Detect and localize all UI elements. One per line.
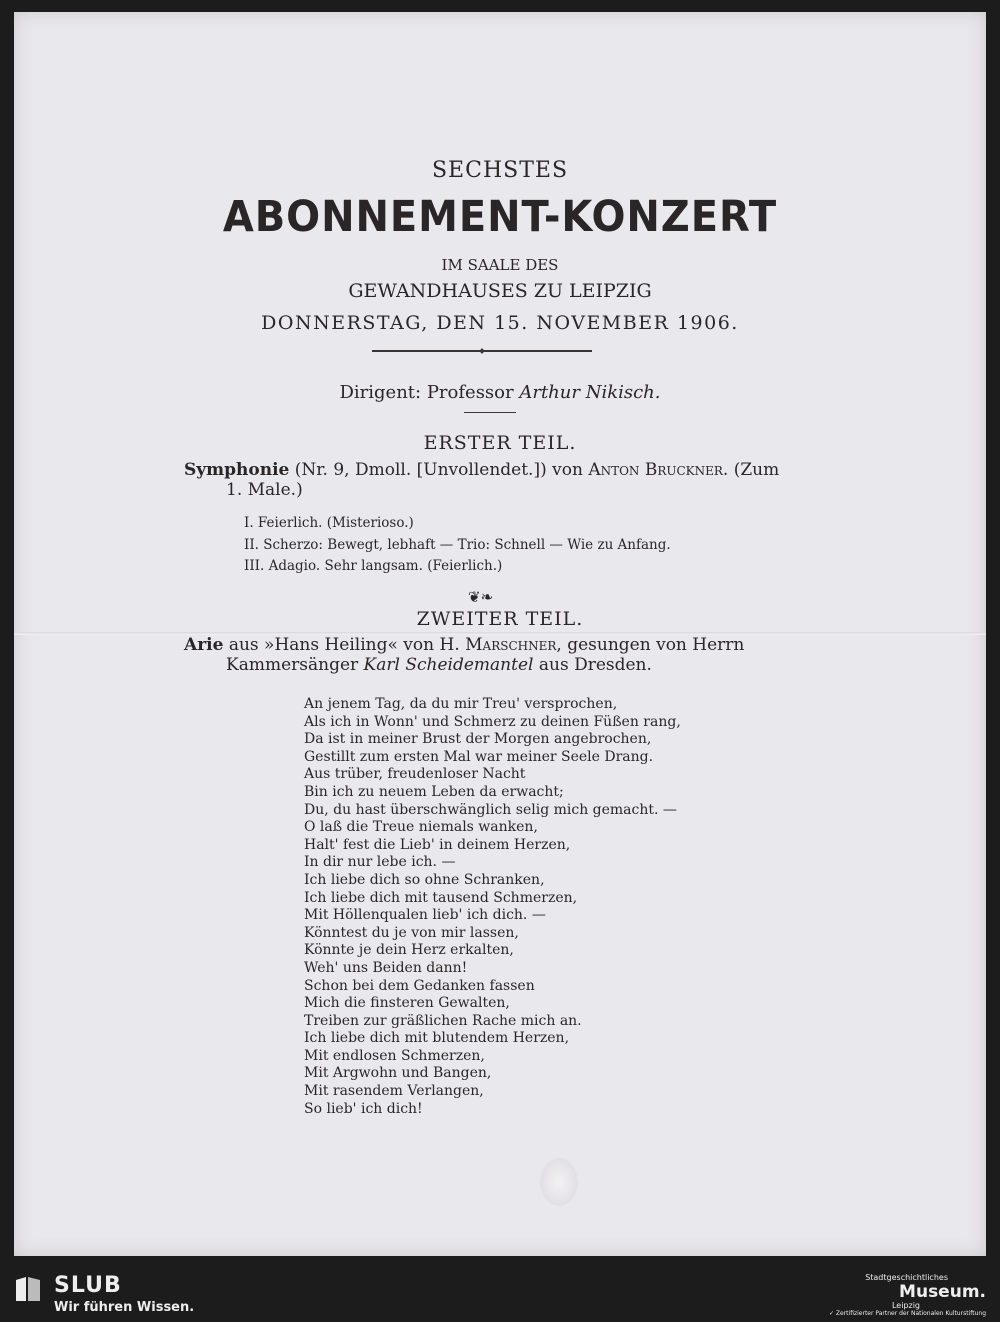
fleuron-ornament: ❦❧ [468, 588, 494, 606]
lyric-line: Könnte je dein Herz erkalten, [304, 942, 514, 959]
lyric-line: Weh' uns Beiden dann! [304, 959, 468, 976]
lyric-line: Könntest du je von mir lassen, [304, 924, 519, 941]
aria-title: Arie [184, 635, 224, 655]
conductor-prefix: Dirigent: Professor [339, 382, 514, 403]
lyric-line: Halt' fest die Lieb' in deinem Herzen, [304, 836, 571, 853]
lyric-line: Mit Höllenqualen lieb' ich dich. — [304, 907, 546, 924]
conductor-line [14, 382, 986, 403]
book-icon [14, 1274, 42, 1304]
venue-line-2: GEWANDHAUSES ZU LEIPZIG [348, 280, 652, 302]
lyric-line: Als ich in Wonn' und Schmerz zu deinen Füßen rang, [304, 713, 681, 730]
footer-bar [0, 1270, 1000, 1322]
lyric-line: Aus trüber, freudenloser Nacht [304, 766, 526, 783]
slub-logo-text[interactable]: SLUB [54, 1273, 122, 1298]
movement-2: II. Scherzo: Bewegt, lebhaft — Trio: Schnell — Wie zu Anfang. [244, 537, 671, 553]
aria-details-end: , gesungen von Herrn [556, 635, 745, 655]
embossed-seal [542, 1160, 576, 1204]
aria-composer: Marschner [465, 635, 557, 655]
symphony-composer: Anton Bruckner [588, 460, 723, 480]
conductor-name: Arthur Nikisch. [519, 382, 661, 403]
aria-entry [184, 635, 804, 675]
concert-date: DONNERSTAG, DEN 15. NOVEMBER 1906. [261, 312, 739, 334]
aria-singer-prefix: Kammersänger [226, 655, 364, 675]
aria-lyrics [304, 696, 681, 1118]
aria-singer-suffix: aus Dresden. [533, 655, 652, 675]
lyric-line: Du, du hast überschwänglich selig mich gemacht. — [304, 801, 677, 818]
lyric-line: Ich liebe dich mit tausend Schmerzen, [304, 889, 578, 906]
document-page [14, 12, 986, 1256]
aria-singer: Karl Scheidemantel [363, 655, 534, 675]
symphony-details: (Nr. 9, Dmoll. [Unvollendet.]) von [289, 460, 589, 480]
symphony-note: 1. Male.) [226, 480, 303, 500]
concert-title: ABONNEMENT-KONZERT [222, 192, 778, 242]
concert-number: SECHSTES [431, 158, 569, 183]
symphony-details-end: . (Zum [722, 460, 780, 480]
lyric-line: Treiben zur gräßlichen Rache mich an. [304, 1012, 582, 1029]
lyric-line: Ich liebe dich so ohne Schranken, [304, 871, 545, 888]
short-rule [464, 412, 516, 413]
lyric-line: An jenem Tag, da du mir Treu' versprochen, [304, 696, 618, 712]
symphony-title: Symphonie [184, 460, 290, 480]
lyric-line: Bin ich zu neuem Leben da erwacht; [304, 783, 564, 800]
lyric-line: Gestillt zum ersten Mal war meiner Seele Drang. [304, 748, 654, 765]
lyric-line: Mich die finsteren Gewalten, [304, 995, 510, 1012]
lyric-line: O laß die Treue niemals wanken, [304, 819, 538, 836]
movement-3: III. Adagio. Sehr langsam. (Feierlich.) [244, 558, 503, 574]
part-1-heading: ERSTER TEIL. [423, 432, 577, 454]
symphony-entry [184, 460, 804, 500]
museum-logo-text[interactable]: Museum. [899, 1282, 986, 1302]
ornamental-rule [372, 350, 592, 352]
lyric-line: So lieb' ich dich! [304, 1100, 423, 1117]
lyric-line: Mit rasendem Verlangen, [304, 1083, 484, 1100]
venue-line-1: IM SAALE DES [441, 256, 559, 274]
museum-certification: ✓ Zertifizierter Partner der Nationalen Kulturstiftung [828, 1310, 986, 1317]
museum-city: Leipzig [891, 1301, 920, 1310]
part-2-heading: ZWEITER TEIL. [416, 608, 584, 630]
lyric-line: Ich liebe dich mit blutendem Herzen, [304, 1030, 570, 1047]
movement-1: I. Feierlich. (Misterioso.) [244, 515, 414, 531]
lyric-line: In dir nur lebe ich. — [304, 854, 456, 871]
aria-details: aus »Hans Heiling« von H. [223, 635, 466, 655]
slub-tagline: Wir führen Wissen. [54, 1300, 195, 1315]
lyric-line: Da ist in meiner Brust der Morgen angebrochen, [304, 731, 652, 748]
lyric-line: Mit Argwohn und Bangen, [304, 1065, 492, 1082]
museum-label: Stadtgeschichtliches [865, 1273, 948, 1282]
lyric-line: Mit endlosen Schmerzen, [304, 1047, 485, 1064]
lyric-line: Schon bei dem Gedanken fassen [304, 977, 535, 994]
